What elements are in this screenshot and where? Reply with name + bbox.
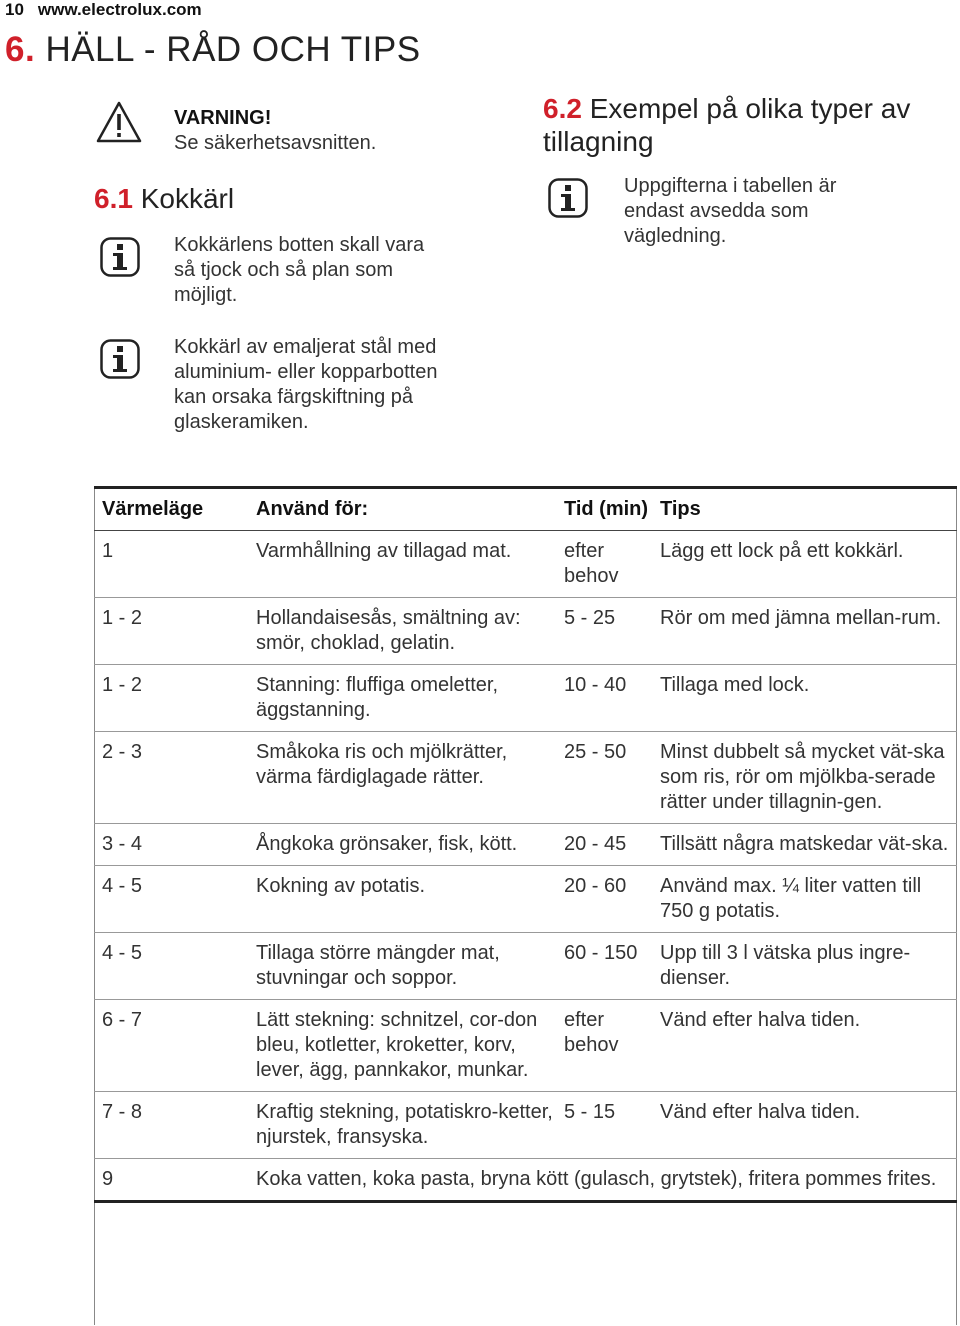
table-row [94, 732, 957, 824]
cell-time: 25 - 50 [564, 741, 627, 763]
cell-time: 10 - 40 [564, 674, 627, 696]
info-text-1 [174, 233, 424, 308]
cell-tip: Tillaga med lock. [660, 674, 810, 696]
info-1-line-3: möjligt. [174, 284, 238, 306]
section-6-1-text: Kokkärl [140, 183, 235, 214]
section-6-1-number: 6.1 [94, 183, 133, 214]
table-row [94, 866, 957, 933]
info-2-line-3: kan orsaka färgskiftning på [174, 386, 414, 408]
cell-tip: Rör om med jämna mellan-rum. [660, 607, 942, 629]
info-text-3 [624, 174, 836, 249]
table-row [94, 1000, 957, 1092]
cell-tip: Vänd efter halva tiden. [660, 1009, 861, 1031]
cell-use: Kokning av potatis. [256, 875, 425, 897]
cell-tip: Upp till 3 l vätska plus ingre-dienser. [660, 942, 911, 989]
table-row [94, 531, 957, 598]
cell-use: Kraftig stekning, potatiskro-ketter, njurstek, fransyska. [256, 1101, 553, 1148]
section-6-1-title [94, 182, 234, 215]
chapter-number: 6. [5, 30, 36, 69]
heat-settings-table [94, 486, 957, 1203]
info-3-line-3: vägledning. [624, 225, 727, 247]
cell-use: Stanning: fluffiga omeletter, äggstanning. [256, 674, 499, 721]
info-3-line-2: endast avsedda som [624, 200, 809, 222]
cell-use: Lätt stekning: schnitzel, cor-don bleu, kotletter, kroketter, korv, lever, ägg, pannkakor, munkar. [256, 1009, 538, 1081]
site-url: www.electrolux.com [37, 0, 202, 19]
cell-use: Ångkoka grönsaker, fisk, kött. [256, 833, 518, 855]
info-1-line-1: Kokkärlens botten skall vara [174, 234, 425, 256]
section-6-2-title [543, 92, 910, 158]
cell-tip: Tillsätt några matskedar vät-ska. [660, 833, 949, 855]
cell-setting: 1 - 2 [102, 674, 143, 696]
cell-use: Koka vatten, koka pasta, bryna kött (gulasch, grytstek), fritera pommes frites. [256, 1168, 937, 1190]
page-header [5, 0, 202, 20]
cell-use: Hollandaisesås, smältning av: smör, choklad, gelatin. [256, 607, 521, 654]
header-heat-setting: Värmeläge [102, 498, 204, 520]
info-text-2 [174, 335, 437, 435]
cell-time: 20 - 45 [564, 833, 627, 855]
table-row [94, 1159, 957, 1202]
chapter-title [5, 30, 421, 70]
header-time: Tid (min) [564, 498, 649, 520]
table-row [94, 824, 957, 866]
header-use-for: Använd för: [256, 498, 369, 520]
chapter-text: HÄLL - RÅD OCH TIPS [45, 30, 421, 69]
cell-time: 60 - 150 [564, 942, 638, 964]
section-6-2-number: 6.2 [543, 93, 582, 124]
cell-time: efter behov [564, 1009, 619, 1056]
cell-setting: 6 - 7 [102, 1009, 143, 1031]
page-number: 10 [5, 0, 24, 19]
cell-tip: Lägg ett lock på ett kokkärl. [660, 540, 904, 562]
info-2-line-4: glaskeramiken. [174, 411, 309, 433]
cell-tip: Använd max. ¼ liter vatten till 750 g potatis. [660, 875, 922, 922]
cell-time: 5 - 15 [564, 1101, 616, 1123]
cell-use: Tillaga större mängder mat, stuvningar och soppor. [256, 942, 500, 989]
info-3-line-1: Uppgifterna i tabellen är [624, 175, 837, 197]
table-row [94, 933, 957, 1000]
warning-text: Se säkerhetsavsnitten. [174, 132, 377, 154]
section-6-2-title-line-1: Exempel på olika typer av [589, 93, 911, 124]
cell-tip: Minst dubbelt så mycket vät-ska som ris, rör om mjölkba-serade rätter under tillagnin-gen. [660, 741, 945, 813]
info-2-line-1: Kokkärl av emaljerat stål med [174, 336, 437, 358]
cell-setting: 4 - 5 [102, 942, 143, 964]
cell-setting: 1 [102, 540, 114, 562]
cell-setting: 9 [102, 1168, 114, 1190]
info-icon [548, 178, 588, 218]
cell-tip: Vänd efter halva tiden. [660, 1101, 861, 1123]
cell-setting: 2 - 3 [102, 741, 143, 763]
table-row [94, 665, 957, 732]
info-2-line-2: aluminium- eller kopparbotten [174, 361, 438, 383]
section-6-2-title-line-2: tillagning [543, 126, 654, 157]
info-1-line-2: så tjock och så plan som [174, 259, 393, 281]
cell-time: 20 - 60 [564, 875, 627, 897]
warning-triangle-icon [96, 100, 142, 144]
table-row [94, 598, 957, 665]
table-row [94, 1092, 957, 1159]
cell-setting: 1 - 2 [102, 607, 143, 629]
cell-time: 5 - 25 [564, 607, 616, 629]
cell-use: Småkoka ris och mjölkrätter, värma färdiglagade rätter. [256, 741, 508, 788]
cell-setting: 3 - 4 [102, 833, 143, 855]
info-icon [100, 237, 140, 277]
header-tips: Tips [660, 498, 701, 520]
cell-use: Varmhållning av tillagad mat. [256, 540, 512, 562]
info-icon [100, 339, 140, 379]
cell-time: efter behov [564, 540, 619, 587]
table-header-row [94, 488, 957, 531]
warning-block [174, 106, 376, 156]
cell-setting: 4 - 5 [102, 875, 143, 897]
cell-setting: 7 - 8 [102, 1101, 143, 1123]
warning-title: VARNING! [174, 107, 272, 129]
